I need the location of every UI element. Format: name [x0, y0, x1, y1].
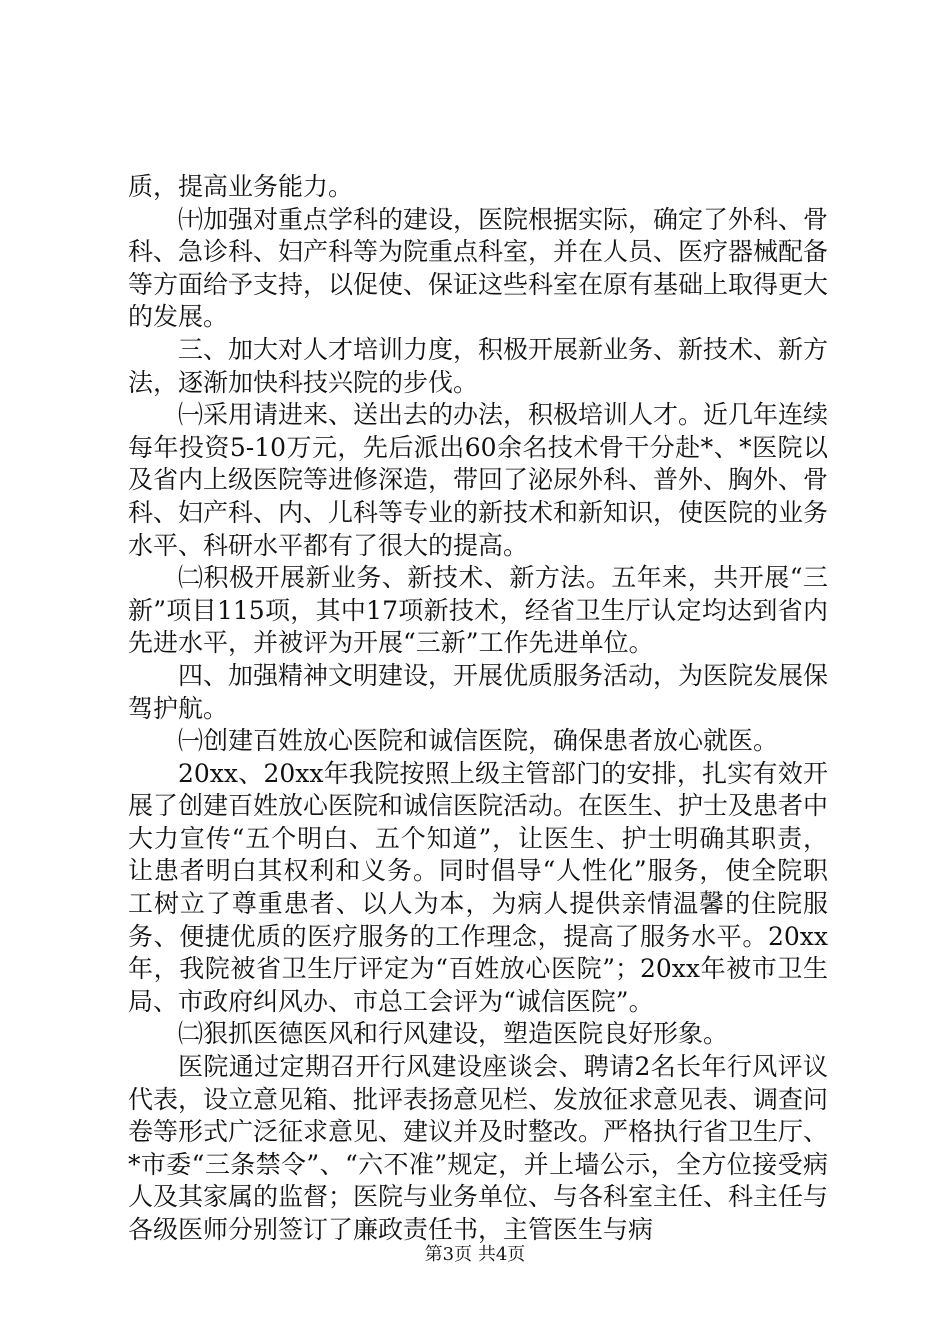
section-heading-spiritual-civilization: 四、加强精神文明建设，开展优质服务活动，为医院发展保驾护航。 — [128, 660, 829, 723]
subheading-medical-ethics: ㈡狠抓医德医风和行风建设，塑造医院良好形象。 — [178, 1019, 729, 1049]
subheading-trusted-hospital: ㈠创建百姓放心医院和诚信医院，确保患者放心就医。 — [178, 726, 779, 756]
paragraph-key-disciplines: ㈩加强对重点学科的建设，医院根据实际，确定了外科、骨科、急诊科、妇产科等为院重点科室，并在人员、医疗器械配备等方面给予支持，以促使、保证这些科室在原有基础上取得更大的发展。 — [128, 204, 829, 332]
paragraph-continuation: 质，提高业务能力。 — [128, 172, 354, 201]
paragraph-training-talent: ㈠采用请进来、送出去的办法，积极培训人才。近几年连续每年投资5-10万元，先后派出60余名技术骨干分赴*、*医院以及省内上级医院等进修深造，带回了泌尿外科、普外、胸外、骨科、妇产科、内、儿科等专业的新技术和新知识，使医院的业务水平、科研水平都有了很大的提高。 — [128, 400, 829, 560]
paragraph-new-business: ㈡积极开展新业务、新技术、新方法。五年来，共开展“三新”项目115项，其中17项新技术，经省卫生厅认定均达到省内先进水平，并被评为开展“三新”工作先进单位。 — [128, 563, 828, 658]
paragraph-trusted-hospital: 20xx、20xx年我院按照上级主管部门的安排，扎实有效开展了创建百姓放心医院和诚信医院活动。在医生、护士及患者中大力宣传“五个明白、五个知道”，让医生、护士明确其职责，让患者明白其权利和义务。同时倡导“人性化”服务，使全院职工树立了尊重患者、以人为本，为病人提供亲情温馨的住院服务、便捷优质的医疗服务的工作理念，提高了服务水平。20xx年，我院被省卫生厅评定为“百姓放心医院”；20xx年被市卫生局、市政府纠风办、市总工会评为“诚信医院”。 — [128, 758, 829, 1016]
paragraph-medical-ethics: 医院通过定期召开行风建设座谈会、聘请2名长年行风评议代表，设立意见箱、批评表扬意见栏、发放征求意见表、调查问卷等形式广泛征求意见、建议并及时整改。严格执行省卫生厅、*市委“三条禁令”、“六不准”规定，并上墙公示，全方位接受病人及其家属的监督；医院与业务单位、与各科室主任、科主任与各级医师分别签订了廉政责任书，主管医生与病 — [128, 1052, 829, 1244]
section-heading-talent-training: 三、加大对人才培训力度，积极开展新业务、新技术、新方法，逐渐加快科技兴院的步伐。 — [128, 334, 829, 397]
document-body — [128, 171, 828, 1247]
page-number-footer: 第3页 共4页 — [424, 1244, 526, 1265]
